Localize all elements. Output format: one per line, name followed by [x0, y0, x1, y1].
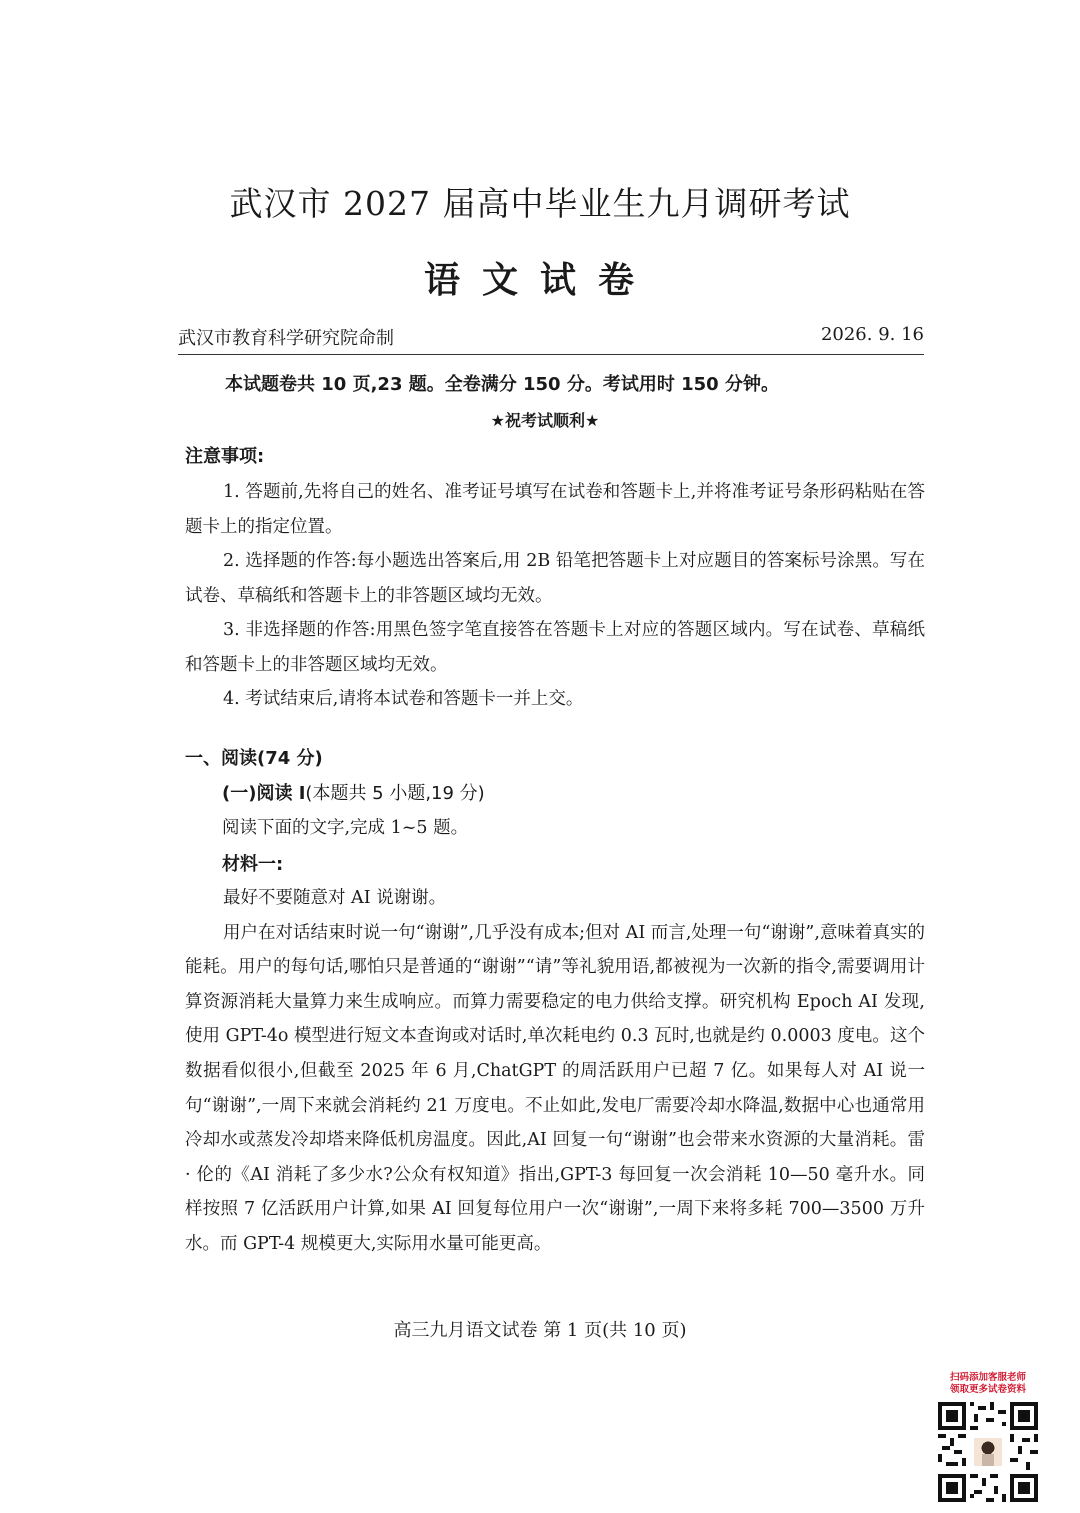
- notice-heading: 注意事项:: [185, 446, 265, 467]
- notice-item: 3. 非选择题的作答:用黑色签字笔直接答在答题卡上对应的答题区域内。写在试卷、草稿纸和答题卡上的非答题区域均无效。: [185, 620, 925, 675]
- exam-summary: 本试题卷共 10 页,23 题。全卷满分 150 分。考试用时 150 分钟。: [225, 374, 779, 395]
- notice-list: [185, 475, 925, 717]
- notice-item: 2. 选择题的作答:每小题选出答案后,用 2B 铅笔把答题卡上对应题目的答案标号涂黑。写在试卷、草稿纸和答题卡上的非答题区域均无效。: [185, 551, 925, 606]
- material-label: 材料一:: [222, 854, 284, 875]
- subsection-title: (一)阅读 I: [222, 783, 306, 804]
- notice-item: 4. 考试结束后,请将本试卷和答题卡一并上交。: [223, 689, 584, 709]
- reading-passage: [185, 881, 925, 1262]
- page-footer: 高三九月语文试卷 第 1 页(共 10 页): [393, 1320, 687, 1341]
- issuer: 武汉市教育科学研究院命制: [178, 328, 394, 349]
- promo-line: 扫码添加客服老师: [949, 1372, 1026, 1383]
- subsection-heading: [222, 779, 485, 805]
- promo-block: [938, 1372, 1038, 1507]
- passage-paragraph: 用户在对话结束时说一句“谢谢”,几乎没有成本;但对 AI 而言,处理一句“谢谢”,意味着真实的能耗。用户的每句话,哪怕只是普通的“谢谢”“请”等礼貌用语,都被视为一次新的指令,需要调用计算资源消耗大量算力来生成响应。而算力需要稳定的电力供给支撑。研究机构 Epoch AI 发现,使用 GPT-4o 模型进行短文本查询或对话时,单次耗电约 0.3 瓦时,也就是约 0.0003 度电。这个数据看似很小,但截至 2025 年 6 月,ChatGPT 的周活跃用户已超 7 亿。如果每人对 AI 说一句“谢谢”,一周下来就会消耗约 21 万度电。不止如此,发电厂需要冷却水降温,数据中心也通常用冷却水或蒸发冷却塔来降低机房温度。因此,AI 回复一句“谢谢”也会带来水资源的大量消耗。雷 · 伦的《AI 消耗了多少水?公众有权知道》指出,GPT-3 每回复一次会消耗 10—50 毫升水。同样按照 7 亿活跃用户计算,如果 AI 回复每位用户一次“谢谢”,一周下来将多耗 700—3500 万升水。而 GPT-4 规模更大,实际用水量可能更高。: [185, 922, 925, 1254]
- subsection-detail: (本题共 5 小题,19 分): [305, 783, 485, 804]
- good-luck-banner: ★祝考试顺利★: [490, 411, 600, 430]
- reading-instruction: 阅读下面的文字,完成 1~5 题。: [222, 818, 469, 838]
- passage-paragraph: 最好不要随意对 AI 说谢谢。: [223, 888, 447, 908]
- exam-subject-title: 语文试卷: [423, 260, 656, 301]
- promo-text: [938, 1372, 1038, 1396]
- notice-item: 1. 答题前,先将自己的姓名、准考证号填写在试卷和答题卡上,并将准考证号条形码粘贴在答题卡上的指定位置。: [185, 482, 925, 537]
- exam-title: 武汉市 2027 届高中毕业生九月调研考试: [229, 184, 851, 223]
- exam-date: 2026. 9. 16: [820, 324, 924, 345]
- issuer-row: [178, 324, 924, 355]
- qr-code-icon[interactable]: [938, 1402, 1038, 1502]
- promo-line: 领取更多试卷资料: [949, 1384, 1026, 1395]
- section-heading: 一、阅读(74 分): [185, 748, 323, 769]
